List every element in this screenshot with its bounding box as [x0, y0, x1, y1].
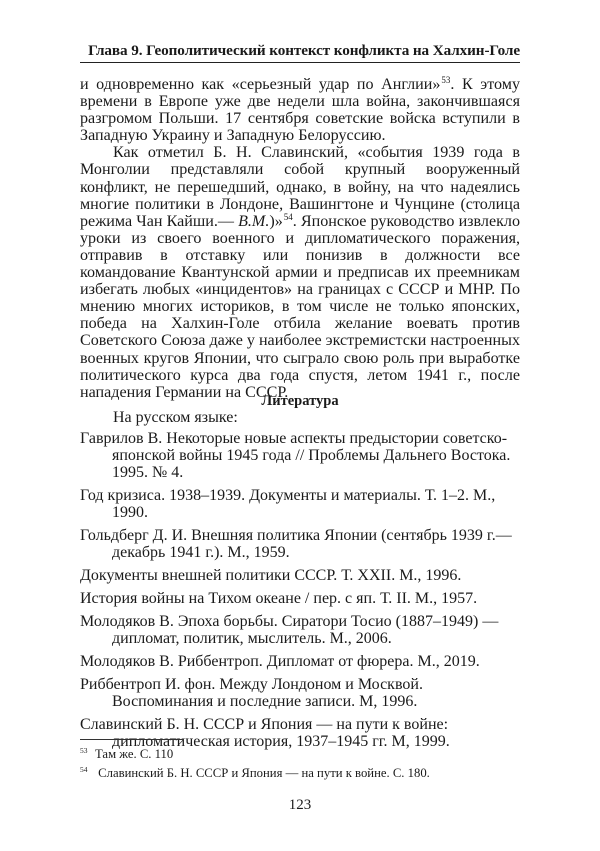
bibliography-entry: Славинский Б. Н. СССР и Япония — на пути к войне: дипломатическая история, 1937–1945 гг. М, 1999. [80, 716, 450, 750]
bibliography-entry: Год кризиса. 1938–1939. Документы и материалы. Т. 1–2. М., 1990. [80, 487, 496, 521]
paragraph-2 [80, 144, 520, 400]
bibliography-entry: Документы внешней политики СССР. Т. XXII. М., 1996. [80, 567, 462, 584]
author-initials: В.М. [238, 212, 270, 230]
bibliography-list [80, 430, 520, 756]
footnote-53 [80, 743, 520, 762]
paragraph-2-text-a: Как отметил Б. Н. Славинский, «события 1939 года в Монголии представляли собой крупный вооруженный конфликт, не перешедший, однако, в войну, на что надеялись многие политики в Лондоне, Вашингтоне и Чунцине (столица режима Чан Кайши.— [80, 144, 520, 230]
paragraph-1-text-a: и одновременно как «серьезный удар по Англии» [80, 76, 441, 93]
bibliography-entry: Гольдберг Д. И. Внешняя политика Японии (сентябрь 1939 г.— декабрь 1941 г.). М., 1959. [80, 527, 512, 561]
footnote-text: Славинский Б. Н. СССР и Япония — на пути к войне. С. 180. [95, 766, 430, 780]
footnote-text: Там же. С. 110 [95, 747, 174, 761]
footnote-number: 54 [80, 765, 88, 774]
bibliography-entry: Молодяков В. Риббентроп. Дипломат от фюрера. М., 2019. [80, 653, 480, 670]
body-text [80, 76, 520, 401]
page-number: 123 [288, 797, 312, 813]
footnote-ref-53[interactable]: 53 [441, 75, 451, 85]
literature-heading: Литература [261, 393, 339, 409]
bibliography-entry: История войны на Тихом океане / пер. с яп. Т. II. М., 1957. [80, 590, 478, 607]
footnote-ref-54[interactable]: 54 [283, 211, 293, 222]
header-rule [80, 62, 520, 63]
footnote-number: 53 [80, 746, 88, 755]
footnote-separator [80, 739, 183, 740]
footnotes [80, 743, 520, 781]
bibliography-entry: Молодяков В. Эпоха борьбы. Сиратори Тосио (1887–1949) — дипломат, политик, мыслитель. М., 2006. [80, 613, 499, 647]
paragraph-1 [80, 76, 520, 144]
bibliography-entry: Риббентроп И. фон. Между Лондоном и Москвой. Воспоминания и последние записи. М, 1996. [80, 676, 423, 710]
paragraph-2-text-b: )» [269, 212, 283, 230]
footnote-54 [80, 762, 520, 781]
bibliography-entry: Гаврилов В. Некоторые новые аспекты предыстории советско-японской войны 1945 года // Проблемы Дальнего Востока. 1995. № 4. [80, 430, 511, 481]
literature-subheading: На русском языке: [113, 409, 238, 426]
paragraph-1-text-b: . К этому времени в Европе уже две недели шла война, закончившаяся разгромом Польши. 17 сентября советские войска вступили в Западную Украину и Западную Белоруссию. [80, 76, 520, 145]
running-header: Глава 9. Геополитический контекст конфликта на Халхин-Голе [88, 42, 520, 59]
paragraph-2-text-c: . Японское руководство извлекло уроки из своего военного и дипломатического поражения, отправив в отставку или понизив в должности все командование Квантунской армии и предписав их преемникам избегать любых «инцидентов» на границах с СССР и МНР. По мнению многих историков, в том числе не только японских, победа на Халхин-Голе отбила желание воевать против Советского Союза даже у наиболее экстремистски настроенных военных кругов Японии, что сыграло свою роль при выработке политического курса два года спустя, летом 1941 г., после нападения Германии на СССР. [80, 212, 520, 401]
